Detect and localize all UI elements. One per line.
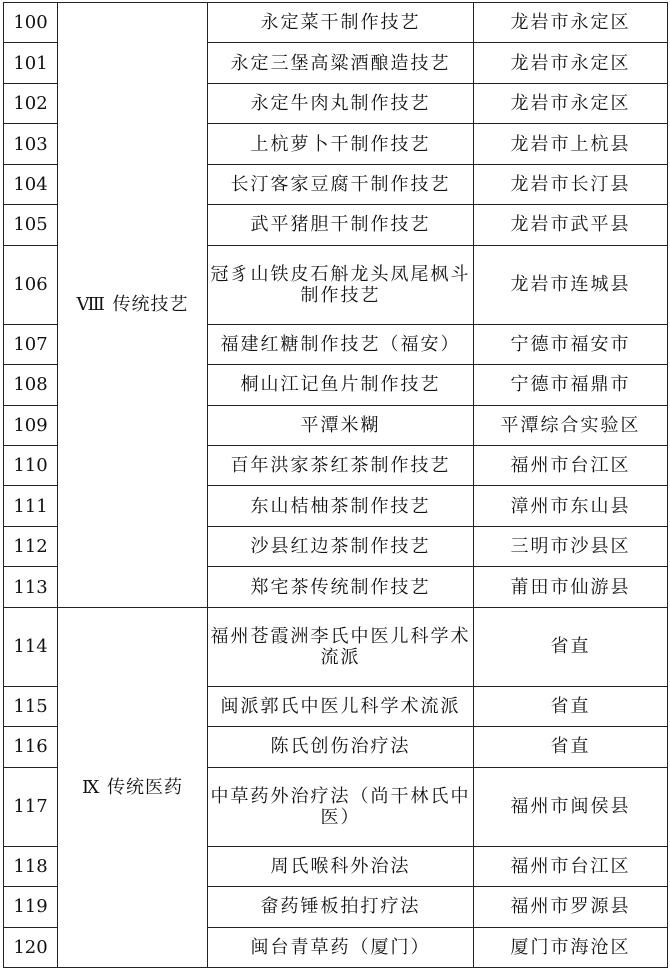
table-row (4, 607, 668, 686)
region-cell: 福州市台江区 (474, 846, 668, 886)
region-cell: 龙岩市上杭县 (474, 124, 668, 164)
table-row (4, 3, 668, 43)
project-name: 郑宅茶传统制作技艺 (208, 567, 474, 607)
region-cell: 省直 (474, 727, 668, 767)
row-number: 107 (4, 324, 58, 364)
region-cell: 宁德市福安市 (474, 324, 668, 364)
row-number: 104 (4, 164, 58, 204)
row-number: 112 (4, 526, 58, 566)
heritage-table (3, 2, 668, 968)
region-cell: 宁德市福鼎市 (474, 365, 668, 405)
row-number: 119 (4, 887, 58, 927)
project-name: 陈氏创伤治疗法 (208, 727, 474, 767)
row-number: 109 (4, 405, 58, 445)
row-number: 108 (4, 365, 58, 405)
category-cell: Ⅸ 传统医药 (58, 607, 208, 967)
region-cell: 省直 (474, 607, 668, 686)
project-name: 畲药锤板拍打疗法 (208, 887, 474, 927)
row-number: 114 (4, 607, 58, 686)
row-number: 105 (4, 205, 58, 245)
row-number: 110 (4, 445, 58, 485)
project-name: 百年洪家茶红茶制作技艺 (208, 445, 474, 485)
region-cell: 平潭综合实验区 (474, 405, 668, 445)
project-name: 永定牛肉丸制作技艺 (208, 83, 474, 123)
project-name: 闽台青草药（厦门） (208, 927, 474, 967)
region-cell: 莆田市仙游县 (474, 567, 668, 607)
project-name: 沙县红边茶制作技艺 (208, 526, 474, 566)
project-name: 福州苍霞洲李氏中医儿科学术流派 (208, 607, 474, 686)
row-number: 111 (4, 486, 58, 526)
project-name: 长汀客家豆腐干制作技艺 (208, 164, 474, 204)
region-cell: 龙岩市长汀县 (474, 164, 668, 204)
row-number: 113 (4, 567, 58, 607)
project-name: 闽派郭氏中医儿科学术流派 (208, 686, 474, 726)
region-cell: 福州市罗源县 (474, 887, 668, 927)
region-cell: 省直 (474, 686, 668, 726)
region-cell: 厦门市海沧区 (474, 927, 668, 967)
region-cell: 三明市沙县区 (474, 526, 668, 566)
region-cell: 龙岩市永定区 (474, 3, 668, 43)
row-number: 116 (4, 727, 58, 767)
region-cell: 福州市台江区 (474, 445, 668, 485)
row-number: 102 (4, 83, 58, 123)
region-cell: 龙岩市连城县 (474, 245, 668, 324)
category-cell: Ⅷ 传统技艺 (58, 3, 208, 608)
row-number: 118 (4, 846, 58, 886)
region-cell: 龙岩市永定区 (474, 43, 668, 83)
project-name: 东山桔柚茶制作技艺 (208, 486, 474, 526)
row-number: 106 (4, 245, 58, 324)
row-number: 115 (4, 686, 58, 726)
row-number: 101 (4, 43, 58, 83)
project-name: 武平猪胆干制作技艺 (208, 205, 474, 245)
row-number: 100 (4, 3, 58, 43)
region-cell: 龙岩市永定区 (474, 83, 668, 123)
project-name: 中草药外治疗法（尚干林氏中医） (208, 767, 474, 846)
project-name: 福建红糖制作技艺（福安） (208, 324, 474, 364)
project-name: 永定菜干制作技艺 (208, 3, 474, 43)
region-cell: 福州市闽侯县 (474, 767, 668, 846)
project-name: 周氏喉科外治法 (208, 846, 474, 886)
region-cell: 漳州市东山县 (474, 486, 668, 526)
project-name: 冠豸山铁皮石斛龙头凤尾枫斗制作技艺 (208, 245, 474, 324)
project-name: 上杭萝卜干制作技艺 (208, 124, 474, 164)
project-name: 桐山江记鱼片制作技艺 (208, 365, 474, 405)
row-number: 103 (4, 124, 58, 164)
project-name: 平潭米糊 (208, 405, 474, 445)
region-cell: 龙岩市武平县 (474, 205, 668, 245)
row-number: 117 (4, 767, 58, 846)
row-number: 120 (4, 927, 58, 967)
project-name: 永定三堡高粱酒酿造技艺 (208, 43, 474, 83)
